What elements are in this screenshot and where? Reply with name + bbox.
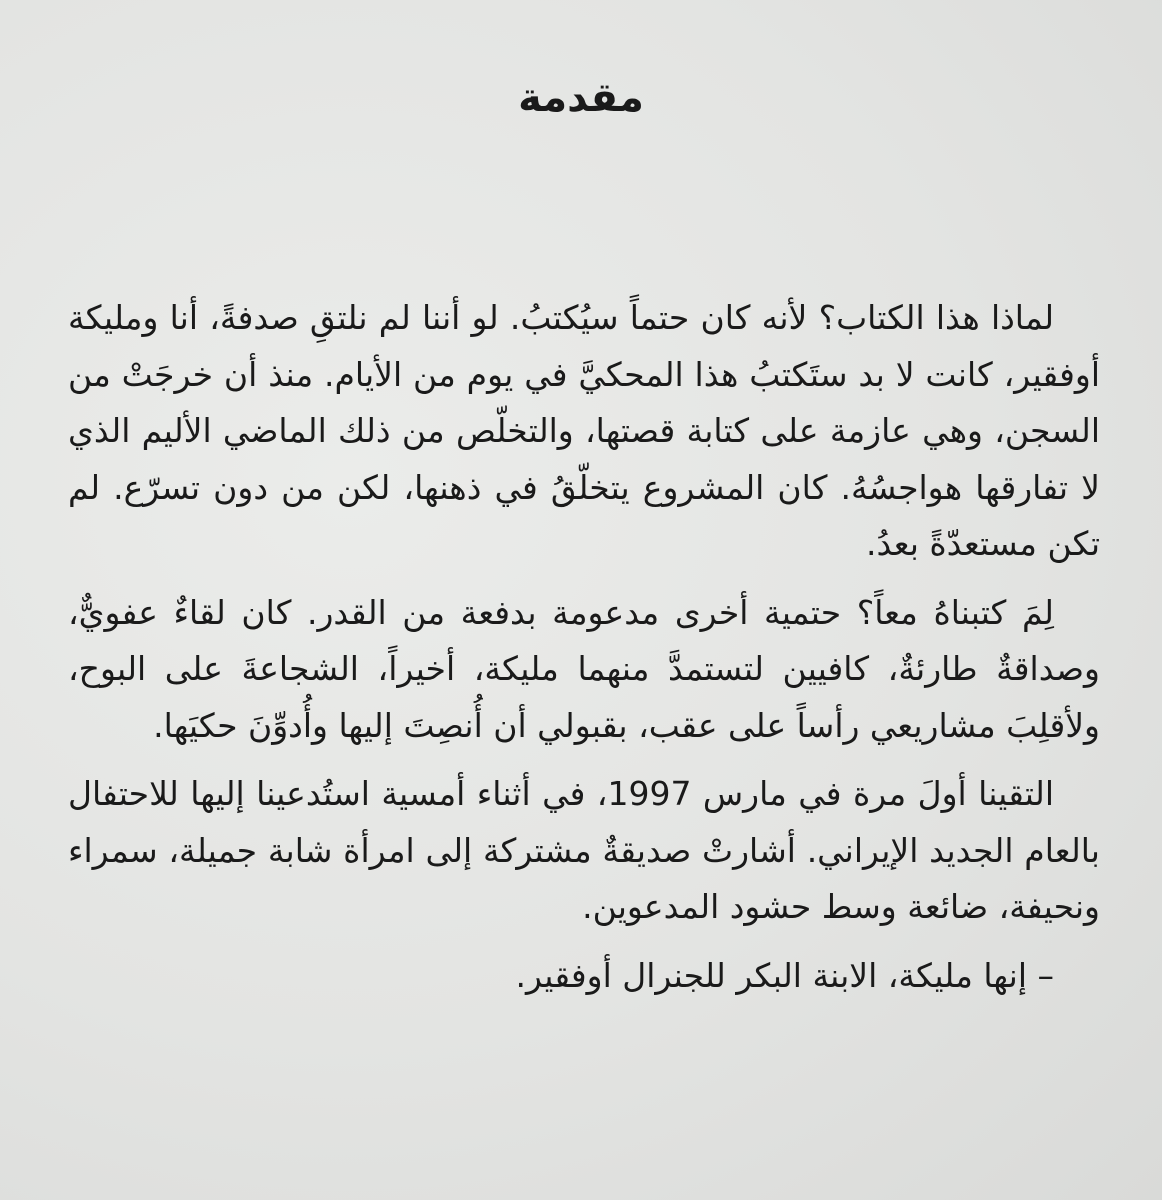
chapter-body (68, 290, 1100, 1004)
dialogue-line: – إنها مليكة، الابنة البكر للجنرال أوفقير. (515, 955, 1054, 995)
chapter-title: مقدمة (518, 75, 644, 121)
paragraph-1: لماذا هذا الكتاب؟ لأنه كان حتماً سيُكتبُ. لو أننا لم نلتقِ صدفةً، أنا ومليكة أوفقير، كانت لا بد ستَكتبُ هذا المحكيَّ في يوم من الأيام. منذ أن خرجَتْ من السجن، وهي عازمة على كتابة قصتها، والتخلّص من ذلك الماضي الأليم الذي لا تفارقها هواجسُهُ. كان المشروع يتخلّقُ في ذهنها، لكن من دون تسرّع. لم تكن مستعدّةً بعدُ. (68, 298, 1100, 563)
paragraph-2: لِمَ كتبناهُ معاً؟ حتمية أخرى مدعومة بدفعة من القدر. كان لقاءٌ عفويٌّ، وصداقةٌ طارئةٌ، كافيين لتستمدَّ منهما مليكة، أخيراً، الشجاعةَ على البوح، ولأقلِبَ مشاريعي رأساً على عقب، بقبولي أن أُنصِتَ إليها وأُدوِّنَ حكيَها. (68, 592, 1100, 745)
paragraph-3: التقينا أولَ مرة في مارس 1997، في أثناء أمسية استُدعينا إليها للاحتفال بالعام الجديد الإيراني. أشارتْ صديقةٌ مشتركة إلى امرأة شابة جميلة، سمراء ونحيفة، ضائعة وسط حشود المدعوين. (68, 774, 1100, 926)
